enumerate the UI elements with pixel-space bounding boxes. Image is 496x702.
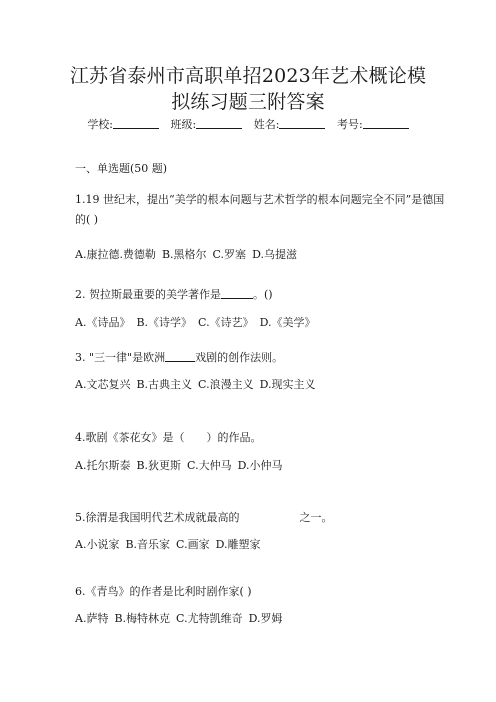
section-heading: 一、单选题(50 题) — [75, 162, 168, 175]
question-6-text: 6.《青鸟》的作者是比利时剧作家( ) — [75, 585, 252, 598]
exam-number-blank — [363, 117, 409, 129]
class-label: 班级: — [170, 118, 197, 131]
option: C.罗塞 — [212, 248, 247, 261]
option: B.黑格尔 — [161, 248, 207, 261]
option: A.托尔斯泰 — [75, 459, 131, 472]
option: D.罗姆 — [248, 612, 283, 625]
question-5-text: 5.徐渭是我国明代艺术成就最高的 之一。 — [75, 511, 333, 524]
option: A.小说家 — [75, 538, 120, 551]
student-info-row — [0, 117, 496, 132]
exam-number-label: 考号: — [336, 118, 363, 131]
school-label: 学校: — [87, 118, 114, 131]
option: D.乌提滋 — [252, 248, 297, 261]
option: C.《诗艺》 — [198, 316, 254, 329]
option: D.雕塑家 — [215, 538, 261, 551]
question-1-options — [75, 248, 455, 262]
question-1-text: 1.19 世纪末，提出“美学的根本问题与艺术哲学的根本问题完全不同”是德国的( ) — [75, 193, 445, 226]
name-blank — [279, 117, 325, 129]
question-3-text: 3. "三一律"是欧洲 戏剧的创作法则。 — [75, 351, 284, 364]
class-blank — [196, 117, 242, 129]
option: B.音乐家 — [125, 538, 171, 551]
option: C.浪漫主义 — [198, 378, 254, 391]
option: D.现实主义 — [259, 378, 316, 391]
question-5-options — [75, 538, 455, 552]
option: D.小仲马 — [237, 459, 283, 472]
option: A.文芯复兴 — [75, 378, 131, 391]
option: D.《美学》 — [259, 316, 316, 329]
answer-blank — [165, 351, 195, 362]
question-4-text: 4.歌剧《茶花女》是（ ）的作品。 — [75, 431, 262, 444]
option: C.尤特凯维奇 — [176, 612, 243, 625]
question-4-options — [75, 459, 455, 473]
document-title-line-1: 江苏省泰州市高职单招2023年艺术概论模 — [69, 65, 427, 87]
option: B.梅特林克 — [114, 612, 171, 625]
question-6-options — [75, 612, 455, 626]
option: C.大仲马 — [187, 459, 232, 472]
option: A.萨特 — [75, 612, 109, 625]
name-label: 姓名: — [253, 118, 280, 131]
question-2-text: 2. 贺拉斯最重要的美学著作是 。() — [75, 288, 273, 301]
option: B.古典主义 — [136, 378, 193, 391]
document-title-line-2: 拟练习题三附答案 — [171, 91, 325, 113]
question-3-options — [75, 378, 455, 392]
option: A.《诗品》 — [75, 316, 131, 329]
option: B.狄更斯 — [136, 459, 182, 472]
option: A.康拉德.费德勒 — [75, 248, 156, 261]
answer-blank — [221, 288, 253, 299]
option: C.画家 — [176, 538, 210, 551]
option: B.《诗学》 — [136, 316, 193, 329]
school-blank — [113, 117, 159, 129]
question-2-options — [75, 316, 455, 330]
